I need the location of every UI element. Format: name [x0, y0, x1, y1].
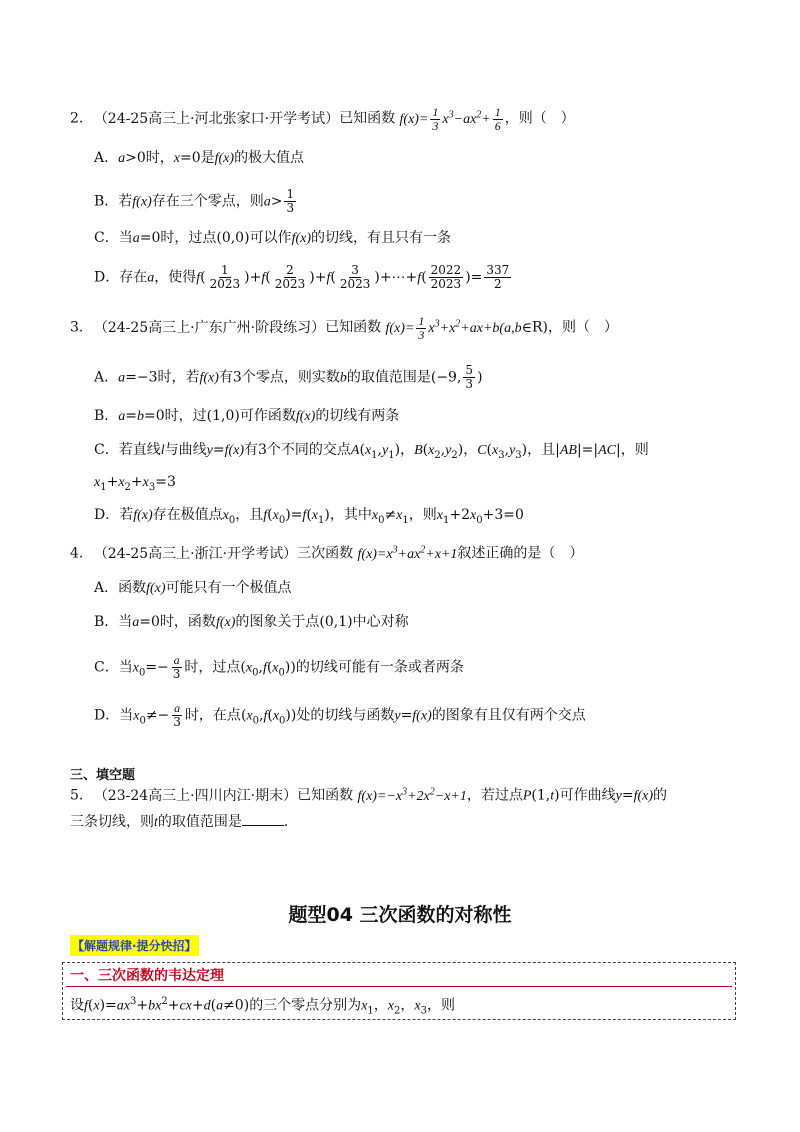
option-text: 当	[118, 659, 133, 676]
option-text: ，则	[620, 442, 649, 458]
option-text: ，且	[235, 507, 264, 523]
option-label: D．	[94, 707, 120, 724]
q4-stem	[70, 540, 583, 565]
option-text: 的图象有且仅有两个交点	[431, 707, 586, 724]
q4-option-d[interactable]: D．当$x_0\ne-$ $\frac{a}{3}$ 时，在点$(x_0,f(x_0))$处的切线与函数y=f(x)的图象有且仅有两个交点	[94, 701, 586, 729]
option-text: 的图象关于点	[235, 614, 320, 630]
option-text: 可以作	[249, 230, 292, 246]
tip-box-title: 一、三次函数的韦达定理	[70, 968, 224, 984]
q4-number: 4.	[70, 545, 84, 562]
option-text: 函数	[118, 580, 147, 596]
q3-stem-prefix: 已知函数	[325, 319, 382, 336]
option-text: 的极大值点	[234, 150, 305, 166]
option-text: 若直线	[118, 442, 161, 458]
q3-source: （24-25高三上·广东广州·阶段练习）	[93, 319, 326, 336]
q4-stem-suffix: 叙述正确的是（ ）	[457, 545, 584, 562]
q2-option-b[interactable]: B．若f(x)存在三个零点，则a> $\frac{1}{3}$	[94, 187, 295, 215]
tip-box-divider	[66, 986, 732, 987]
option-text: ，且	[527, 442, 556, 458]
option-label: D．	[94, 507, 120, 523]
tip-box-content: 设$f(x)=ax^3+bx^2+cx+d(a\ne 0)$的三个零点分别为$x_1$，$x_2$，$x_3$，则	[70, 996, 455, 1017]
option-text: 存在三个零点，则	[151, 193, 264, 210]
q3-option-d[interactable]: D．若f(x)存在极值点$x_0$，且$f(x_0)=f(x_1)$，其中$x_0\ne x_1$，则$x_1+2x_0+3=0$	[94, 507, 524, 526]
section-fill-in: 三、填空题	[70, 768, 136, 783]
option-text: 当	[118, 230, 133, 246]
option-label: D．	[94, 269, 120, 286]
q2-option-d[interactable]: D．存在a，使得f( $\frac{1}{2023}$ )+f( $\frac{2}{2023}$ )+f( $\frac{3}{2023}$ )+⋯+f( $\frac{2022}{2023}$ )= $\frac{337}{2}$	[94, 263, 510, 291]
q2-stem	[70, 105, 575, 133]
q5-text: 的	[653, 787, 667, 804]
q5-number: 5.	[70, 787, 84, 804]
tip-text: 的三个零点分别为	[249, 997, 362, 1014]
q2-stem-prefix: 已知函数	[339, 110, 396, 127]
option-text: 与曲线	[164, 442, 207, 458]
q2-function-formula: f(x)= $\frac{1}{3}$ $x^3-ax^2+$ $\frac{1}{6}$	[399, 104, 501, 133]
q3-stem-suffix: ，则（ ）	[547, 319, 618, 336]
option-text: ，使得	[154, 269, 197, 286]
q2-option-a[interactable]: A．a>0时，x=0是f(x)的极大值点	[94, 150, 305, 166]
option-text: 当	[118, 614, 133, 630]
option-label: B．	[94, 408, 119, 424]
option-text: 的切线，有且只有一条	[311, 230, 451, 246]
option-text: 有3个零点，则实数	[218, 369, 340, 386]
option-label: C．	[94, 442, 119, 458]
q4-source: （24-25高三上·浙江·开学考试）	[93, 545, 298, 562]
q4-option-b[interactable]: B．当a=0时，函数f(x)的图象关于点(0,1)中心对称	[94, 614, 409, 630]
option-text: 若	[118, 193, 133, 210]
option-label: B．	[94, 193, 119, 210]
option-label: A．	[94, 369, 119, 386]
option-text: 时，若	[157, 369, 200, 386]
option-text: 存在	[119, 269, 148, 286]
option-text: 可能只有一个极值点	[165, 580, 292, 596]
option-text: 处的切线与函数	[296, 707, 395, 724]
option-text: 是	[200, 150, 215, 166]
q2-source: （24-25高三上·河北张家口·开学考试）	[93, 110, 340, 127]
option-label: A．	[94, 150, 119, 166]
q3-option-c[interactable]: C．若直线l与曲线y=f(x)有3个不同的交点$A(x_1,y_1)$，$B(x_2,y_2)$，$C(x_3,y_3)$，且|AB|=|AC|，则	[94, 442, 649, 461]
option-text: 的取值范围是	[346, 369, 431, 386]
q5-function-formula: $f(x)=-x^3+2x^2-x+1$	[357, 786, 467, 804]
option-text: ，其中	[329, 507, 372, 523]
option-text: 时，过点	[184, 659, 241, 676]
q4-option-a[interactable]: A．函数f(x)可能只有一个极值点	[94, 580, 292, 596]
tips-badge: 【解题规律·提分快招】	[70, 935, 199, 956]
q3-option-b[interactable]: B．a=b=0时，过(1,0)可作函数f(x)的切线有两条	[94, 408, 400, 424]
q5-source: （23-24高三上·四川内江·期末）	[93, 787, 298, 804]
option-text: 的切线有两条	[315, 408, 400, 424]
q5-stem-prefix: 已知函数	[297, 787, 354, 804]
q2-stem-suffix: ，则（ ）	[504, 110, 575, 127]
q2-option-c[interactable]: C．当a=0时，过点(0,0)可以作f(x)的切线，有且只有一条	[94, 230, 451, 246]
option-text: 存在极值点	[152, 507, 223, 523]
option-text: 的切线可能有一条或者两条	[295, 659, 464, 676]
option-label: C．	[94, 230, 119, 246]
q5-text: 的取值范围是	[157, 814, 242, 830]
option-text: 当	[119, 707, 134, 724]
option-label: B．	[94, 614, 119, 630]
option-text: 时，过	[164, 408, 207, 424]
q5-text: 可作曲线	[559, 787, 616, 804]
tip-text: ，则	[426, 997, 455, 1014]
option-label: C．	[94, 659, 119, 676]
q4-stem-prefix: 三次函数	[297, 545, 354, 562]
option-text: ，则	[408, 507, 437, 523]
page-title: 题型04 三次函数的对称性	[288, 904, 512, 926]
q4-option-c[interactable]: C．当$x_0=-$ $\frac{a}{3}$ 时，过点$(x_0,f(x_0))$的切线可能有一条或者两条	[94, 653, 464, 681]
q5-stem: 5. （23-24高三上·四川内江·期末）已知函数 $f(x)=-x^3+2x^2-x+1$，若过点P(1,t)可作曲线y=f(x)的	[70, 786, 667, 804]
option-text: 有3个不同的交点	[244, 442, 351, 458]
answer-blank[interactable]	[242, 813, 284, 826]
tip-text: 设	[70, 997, 84, 1014]
option-text: 中心对称	[352, 614, 409, 630]
q5-text: 三条切线，则	[70, 814, 154, 830]
q5-text: .	[283, 814, 289, 830]
option-text: 时，	[145, 150, 174, 166]
q3-stem: 3. （24-25高三上·广东广州·阶段练习）已知函数 f(x)= $\frac{1}{3}$ $x^3+x^2+ax+b(a,b\in R)$，则（ ）	[70, 313, 618, 342]
q3-option-c-cont: $x_1+x_2+x_3=3$	[94, 474, 176, 493]
option-label: A．	[94, 580, 119, 596]
q2-number: 2.	[70, 110, 84, 127]
q3-number: 3.	[70, 319, 84, 336]
tip-text: ，	[400, 997, 415, 1014]
option-text: 时，函数	[159, 614, 216, 630]
tip-text: ，	[373, 997, 388, 1014]
option-text: 可作函数	[239, 408, 296, 424]
option-text: 若	[119, 507, 134, 523]
q4-function-formula: $f(x)=x^3+ax^2+x+1$	[357, 544, 458, 562]
q5-text: ，若过点	[466, 787, 523, 804]
option-text: 时，过点	[160, 230, 217, 246]
q5-line2: 三条切线，则t的取值范围是 .	[70, 814, 289, 830]
q3-function-formula: f(x)= $\frac{1}{3}$ $x^3+x^2+ax+b(a,b\in$	[385, 313, 532, 342]
option-text: 时，在点	[184, 707, 241, 724]
q3-option-a[interactable]: A．a=−3时，若f(x)有3个零点，则实数b的取值范围是(−9, $\frac{5}{3}$ )	[94, 363, 483, 391]
